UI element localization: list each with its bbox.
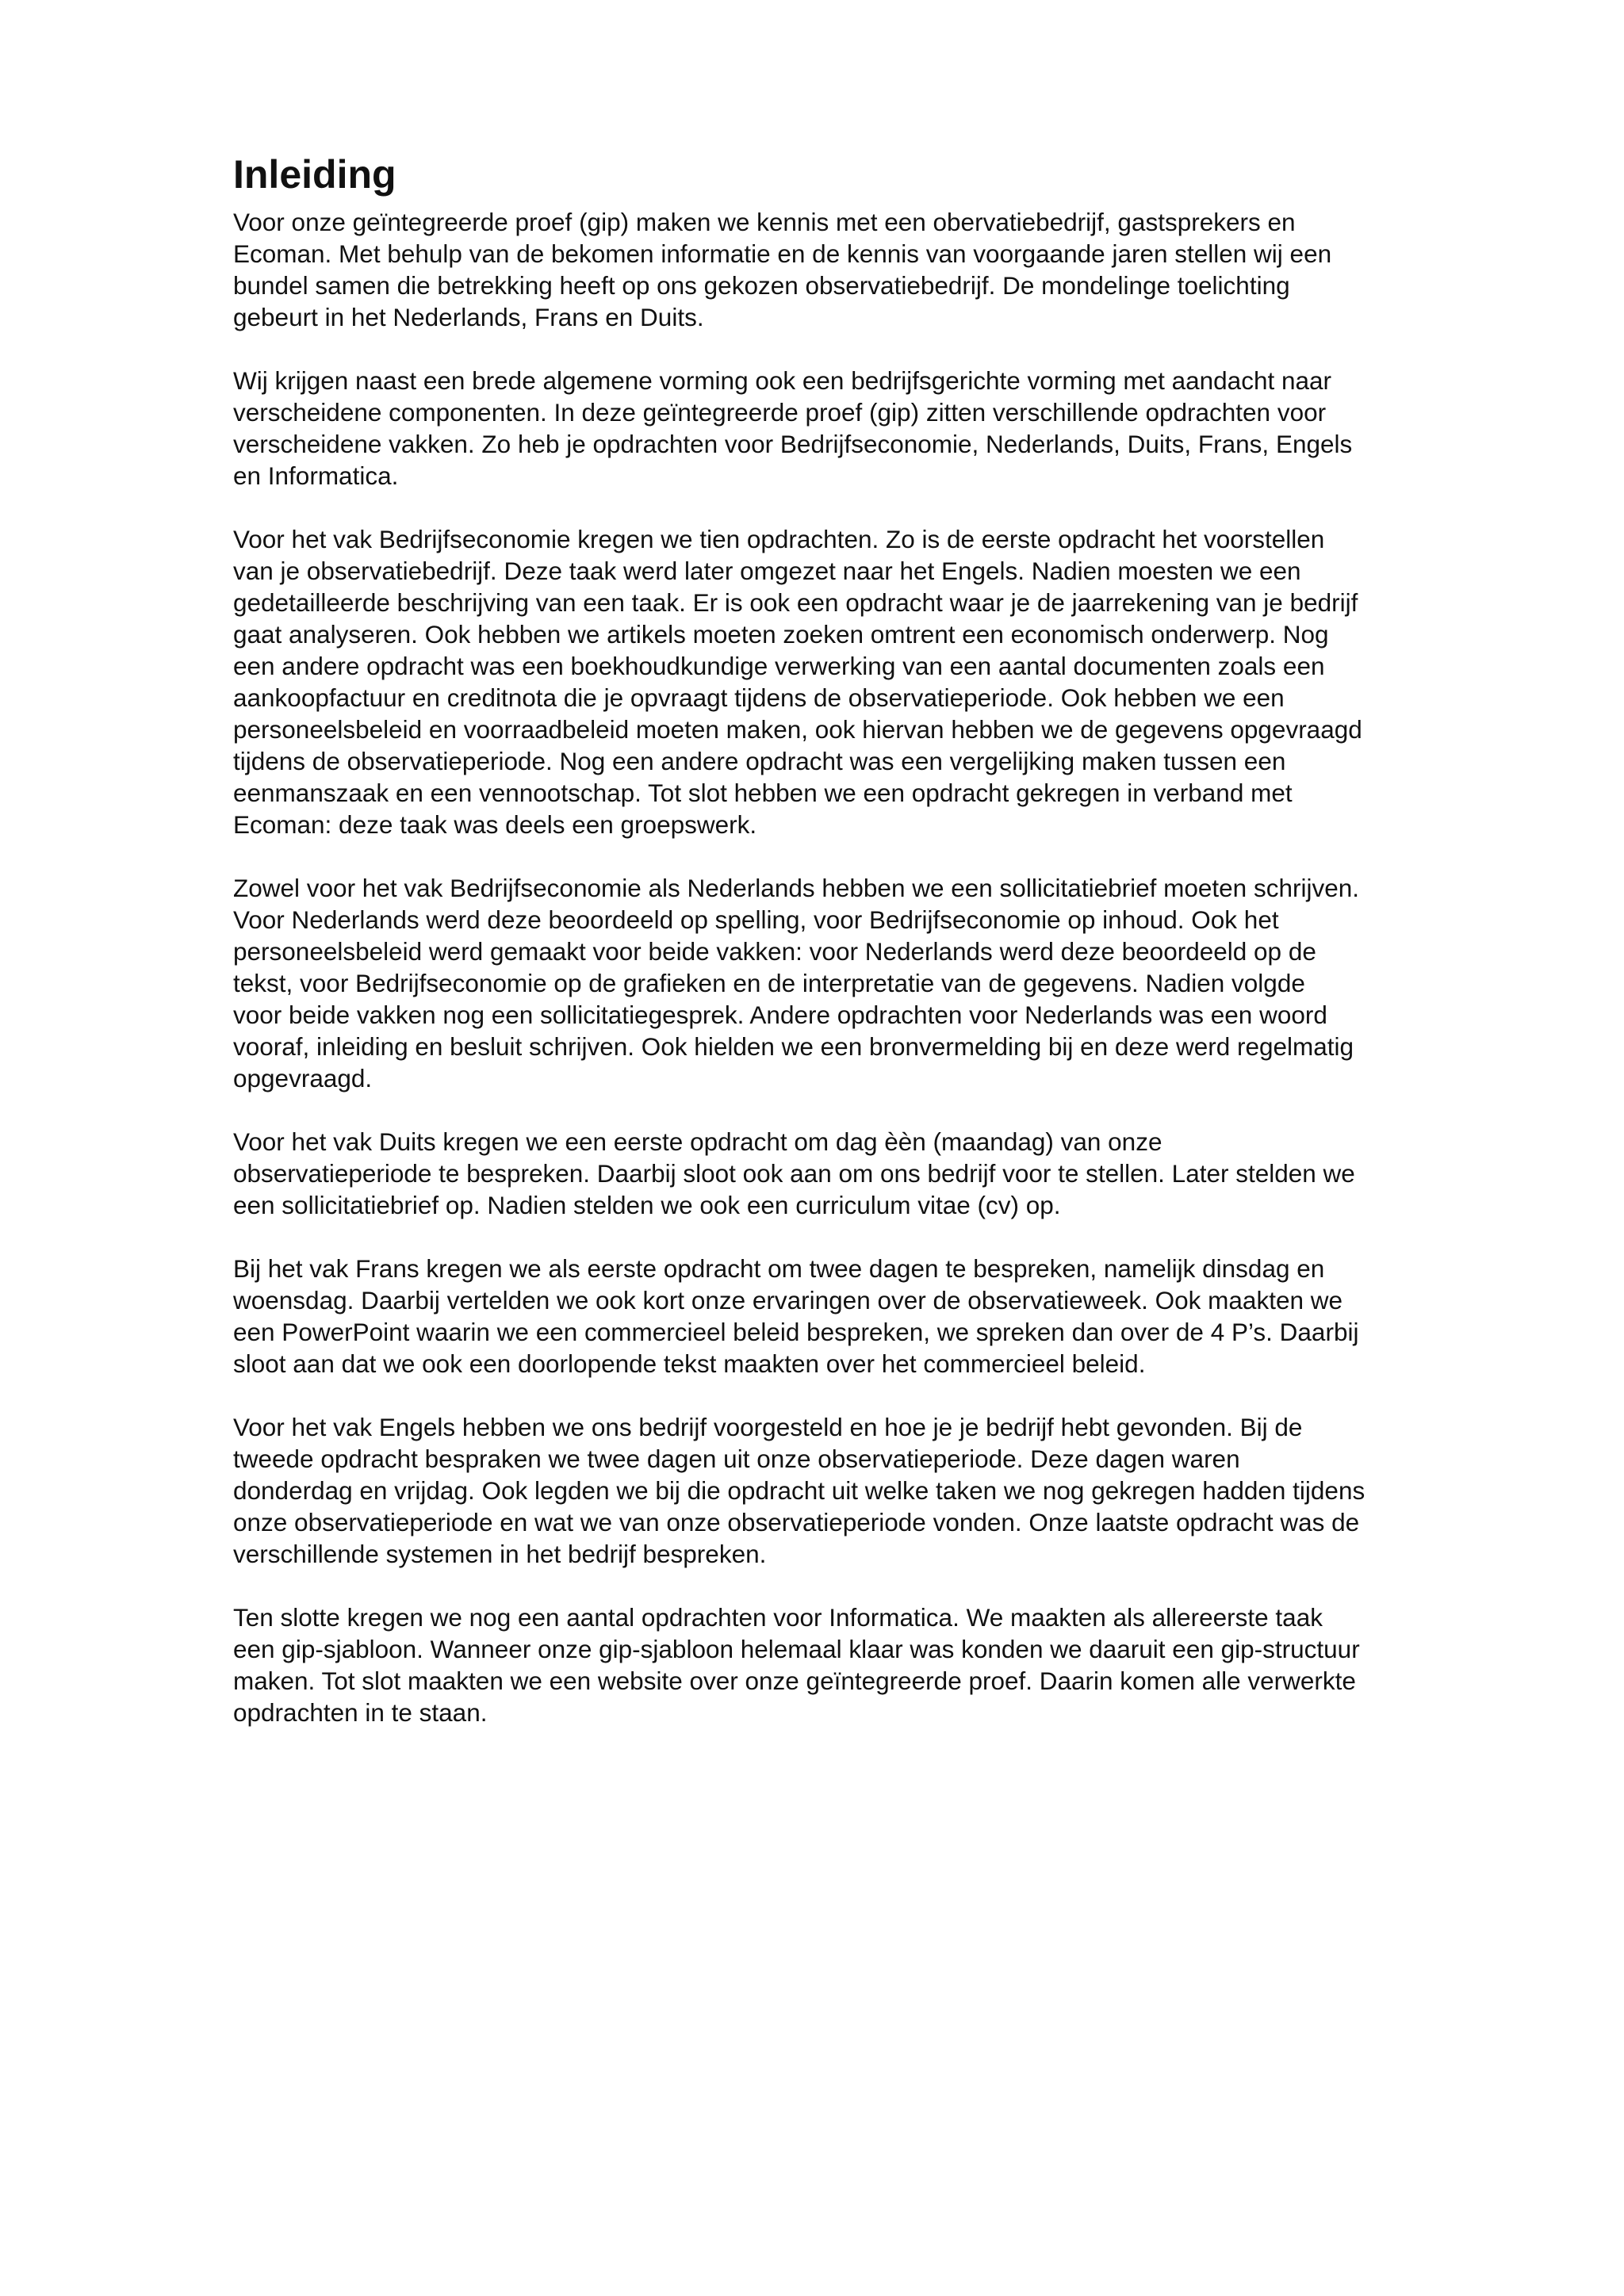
paragraph-line: personeelsbeleid en voorraadbeleid moeten maken, ook hiervan hebben we de gegevens opgevraagd — [233, 715, 1362, 744]
page-title: Inleiding — [233, 152, 396, 197]
paragraph — [233, 1126, 1486, 1221]
paragraph-line: eenmanszaak en een vennootschap. Tot slot hebben we een opdracht gekregen in verband met — [233, 779, 1293, 807]
paragraph-line: Ten slotte kregen we nog een aantal opdrachten voor Informatica. We maakten als allereerste taak — [233, 1603, 1323, 1632]
paragraph-line: verschillende systemen in het bedrijf bespreken. — [233, 1540, 767, 1568]
paragraph — [233, 1253, 1486, 1380]
paragraph-line: Ecoman. Met behulp van de bekomen informatie en de kennis van voorgaande jaren stellen wij een — [233, 239, 1332, 268]
paragraph-line: maken. Tot slot maakten we een website over onze geïntegreerde proef. Daarin komen alle verwerkte — [233, 1667, 1356, 1695]
paragraph-line: bundel samen die betrekking heeft op ons gekozen observatiebedrijf. De mondelinge toelichting — [233, 271, 1290, 300]
paragraph-line: tijdens de observatieperiode. Nog een andere opdracht was een vergelijking maken tussen een — [233, 747, 1286, 775]
paragraph-line: verscheidene vakken. Zo heb je opdrachten voor Bedrijfseconomie, Nederlands, Duits, Frans, Engels — [233, 430, 1353, 458]
paragraph-line: een PowerPoint waarin we een commercieel beleid bespreken, we spreken dan over de 4 P’s. Daarbij — [233, 1318, 1359, 1346]
document-body — [233, 151, 1486, 1760]
paragraph-line: en Informatica. — [233, 461, 399, 490]
paragraph-line: onze observatieperiode en wat we van onze observatieperiode vonden. Onze laatste opdracht was de — [233, 1508, 1360, 1536]
paragraph — [233, 1411, 1486, 1570]
paragraph-list — [233, 206, 1486, 1728]
paragraph — [233, 1601, 1486, 1728]
paragraph-line: opgevraagd. — [233, 1064, 373, 1093]
paragraph-line: Zowel voor het vak Bedrijfseconomie als Nederlands hebben we een sollicitatiebrief moeten schrijven. — [233, 874, 1359, 902]
paragraph-line: gebeurt in het Nederlands, Frans en Duits. — [233, 303, 704, 331]
paragraph-line: Voor onze geïntegreerde proef (gip) maken we kennis met een obervatiebedrijf, gastsprekers en — [233, 208, 1296, 236]
paragraph-line: gaat analyseren. Ook hebben we artikels moeten zoeken omtrent een economisch onderwerp. Nog — [233, 620, 1329, 649]
paragraph-line: Wij krijgen naast een brede algemene vorming ook een bedrijfsgerichte vorming met aandacht naar — [233, 366, 1332, 395]
paragraph-line: van je observatiebedrijf. Deze taak werd later omgezet naar het Engels. Nadien moesten we een — [233, 557, 1301, 585]
paragraph — [233, 872, 1486, 1094]
paragraph-line: een sollicitatiebrief op. Nadien stelden we ook een curriculum vitae (cv) op. — [233, 1191, 1061, 1219]
paragraph-line: Voor het vak Engels hebben we ons bedrijf voorgesteld en hoe je je bedrijf hebt gevonden. Bij de — [233, 1413, 1303, 1441]
paragraph — [233, 523, 1486, 840]
paragraph-line: Voor het vak Bedrijfseconomie kregen we tien opdrachten. Zo is de eerste opdracht het voorstellen — [233, 525, 1325, 553]
paragraph-line: Voor het vak Duits kregen we een eerste opdracht om dag èèn (maandag) van onze — [233, 1127, 1162, 1156]
paragraph-line: Voor Nederlands werd deze beoordeeld op spelling, voor Bedrijfseconomie op inhoud. Ook het — [233, 905, 1279, 934]
paragraph-line: gedetailleerde beschrijving van een taak. Er is ook een opdracht waar je de jaarrekening van je bedrijf — [233, 588, 1358, 617]
paragraph-line: opdrachten in te staan. — [233, 1698, 488, 1727]
paragraph-line: observatieperiode te bespreken. Daarbij sloot ook aan om ons bedrijf voor te stellen. Later stelden we — [233, 1159, 1355, 1188]
paragraph-line: Ecoman: deze taak was deels een groepswerk. — [233, 810, 757, 839]
paragraph-line: sloot aan dat we ook een doorlopende tekst maakten over het commercieel beleid. — [233, 1349, 1146, 1378]
paragraph-line: personeelsbeleid werd gemaakt voor beide vakken: voor Nederlands werd deze beoordeeld op de — [233, 937, 1316, 966]
paragraph-line: donderdag en vrijdag. Ook legden we bij die opdracht uit welke taken we nog gekregen hadden tijdens — [233, 1476, 1365, 1505]
paragraph-line: aankoopfactuur en creditnota die je opvraagt tijdens de observatieperiode. Ook hebben we een — [233, 683, 1285, 712]
paragraph — [233, 206, 1486, 333]
paragraph-line: verscheidene componenten. In deze geïntegreerde proef (gip) zitten verschillende opdrachten voor — [233, 398, 1327, 427]
paragraph-line: Bij het vak Frans kregen we als eerste opdracht om twee dagen te bespreken, namelijk dinsdag en — [233, 1254, 1325, 1283]
paragraph-line: voor beide vakken nog een sollicitatiegesprek. Andere opdrachten voor Nederlands was een woord — [233, 1001, 1327, 1029]
paragraph-line: woensdag. Daarbij vertelden we ook kort onze ervaringen over de observatieweek. Ook maakten we — [233, 1286, 1343, 1314]
paragraph-line: een gip-sjabloon. Wanneer onze gip-sjabloon helemaal klaar was konden we daaruit een gip-structuur — [233, 1635, 1360, 1663]
paragraph — [233, 365, 1486, 492]
paragraph-line: tekst, voor Bedrijfseconomie op de grafieken en de interpretatie van de gegevens. Nadien volgde — [233, 969, 1305, 997]
paragraph-line: vooraf, inleiding en besluit schrijven. Ook hielden we een bronvermelding bij en deze werd regelmatig — [233, 1032, 1354, 1061]
paragraph-line: tweede opdracht bespraken we twee dagen uit onze observatieperiode. Deze dagen waren — [233, 1445, 1240, 1473]
paragraph-line: een andere opdracht was een boekhoudkundige verwerking van een aantal documenten zoals een — [233, 652, 1325, 680]
